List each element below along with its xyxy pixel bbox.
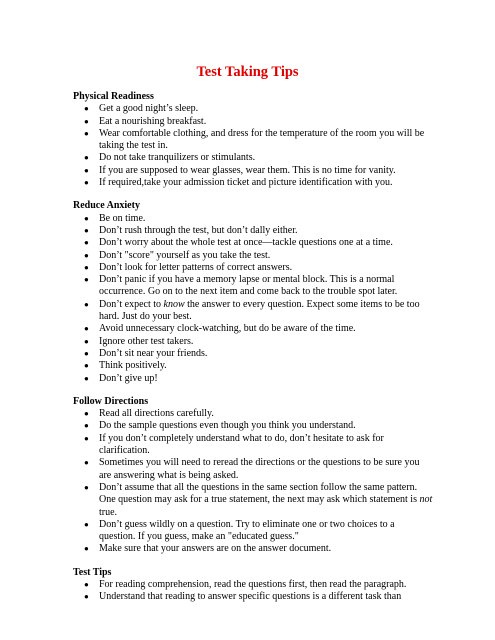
list-item: ● Don’t give up! bbox=[84, 372, 158, 384]
bullet-list bbox=[73, 579, 433, 604]
section-physical-readiness bbox=[73, 91, 433, 189]
bullet-icon: ● bbox=[84, 348, 89, 358]
section-test-tips bbox=[73, 567, 433, 604]
list-item: ● Don’t guess wildly on a question. Try to eliminate one or two choices to a question. If you guess, make an "educated guess." bbox=[84, 518, 395, 543]
list-item: ● Sometimes you will need to reread the directions or the questions to be sure you are answering what is being asked. bbox=[84, 457, 420, 481]
list-item: ● Understand that reading to answer specific questions is a different task than bbox=[84, 591, 402, 603]
list-item: ● Don’t panic if you have a memory lapse or mental block. This is a normal occurrence. Go on to the next item and come back to the trouble spot later. bbox=[84, 274, 398, 298]
bullet-icon: ● bbox=[84, 165, 89, 175]
bullet-icon: ● bbox=[84, 458, 89, 468]
bullet-icon: ● bbox=[84, 592, 89, 602]
list-item: ● Don’t worry about the whole test at once—tackle questions one at a time. bbox=[84, 237, 393, 249]
list-item: ● Don’t look for letter patterns of correct answers. bbox=[84, 261, 293, 273]
bullet-icon: ● bbox=[84, 299, 89, 309]
list-item: ● Don’t sit near your friends. bbox=[84, 347, 208, 359]
section-heading: Follow Directions bbox=[73, 395, 149, 407]
list-item: ● Don’t "score" yourself as you take the test. bbox=[84, 249, 271, 261]
bullet-icon: ● bbox=[84, 519, 89, 529]
list-item: ● Avoid unnecessary clock-watching, but do be aware of the time. bbox=[84, 323, 356, 335]
bullet-icon: ● bbox=[84, 361, 89, 371]
bullet-icon: ● bbox=[84, 544, 89, 554]
bullet-icon: ● bbox=[84, 225, 89, 235]
list-item: ● Wear comfortable clothing, and dress for the temperature of the room you will be taking the test in. bbox=[84, 127, 425, 152]
bullet-icon: ● bbox=[84, 579, 89, 589]
list-item: ● Think positively. bbox=[84, 360, 167, 372]
bullet-icon: ● bbox=[84, 409, 89, 419]
list-item: ● Don’t assume that all the questions in the same section follow the same pattern. One question may ask for a true statement, the next may ask which statement is not true. bbox=[84, 481, 433, 518]
bullet-icon: ● bbox=[84, 213, 89, 223]
bullet-icon: ● bbox=[84, 433, 89, 443]
section-follow-directions bbox=[73, 396, 433, 556]
bullet-icon: ● bbox=[84, 421, 89, 431]
bullet-icon: ● bbox=[84, 262, 89, 272]
section-heading: Physical Readiness bbox=[73, 91, 154, 102]
list-item: ● Be on time. bbox=[84, 212, 146, 224]
emphasis-text: not bbox=[419, 494, 433, 506]
bullet-list bbox=[73, 213, 433, 385]
bullet-icon: ● bbox=[84, 373, 89, 383]
list-item: ● For reading comprehension, read the questions first, then read the paragraph. bbox=[84, 578, 407, 590]
section-reduce-anxiety bbox=[73, 200, 433, 384]
bullet-icon: ● bbox=[84, 178, 89, 188]
list-item: ● Don’t rush through the test, but don’t dally either. bbox=[84, 224, 298, 236]
bullet-icon: ● bbox=[84, 482, 89, 492]
list-item: ● Do the sample questions even though you think you understand. bbox=[84, 420, 356, 432]
page-title: Test Taking Tips bbox=[196, 64, 299, 80]
bullet-list bbox=[73, 408, 433, 556]
bullet-icon: ● bbox=[84, 116, 89, 126]
list-item: ● Make sure that your answers are on the answer document. bbox=[84, 543, 332, 555]
bullet-icon: ● bbox=[84, 275, 89, 285]
list-item: ● Read all directions carefully. bbox=[84, 408, 214, 420]
bullet-icon: ● bbox=[84, 250, 89, 260]
bullet-icon: ● bbox=[84, 104, 89, 114]
bullet-icon: ● bbox=[84, 238, 89, 248]
list-item: ● Don’t expect to know the answer to every question. Expect some items to be too hard. Just do your best. bbox=[84, 298, 420, 323]
document-body bbox=[73, 91, 433, 604]
bullet-icon: ● bbox=[84, 324, 89, 334]
bullet-icon: ● bbox=[84, 336, 89, 346]
list-item: ● If you don’t completely understand what to do, don’t hesitate to ask for clarification. bbox=[84, 432, 384, 457]
list-item: ● Get a good night’s sleep. bbox=[84, 103, 199, 115]
list-item: ● Ignore other test takers. bbox=[84, 335, 194, 347]
bullet-icon: ● bbox=[84, 153, 89, 163]
section-heading: Test Tips bbox=[73, 566, 112, 578]
list-item: ● If you are supposed to wear glasses, wear them. This is no time for vanity. bbox=[84, 164, 396, 176]
section-heading: Reduce Anxiety bbox=[73, 200, 140, 212]
list-item: ● If required,take your admission ticket and picture identification with you. bbox=[84, 177, 393, 189]
emphasis-text: know bbox=[163, 298, 185, 310]
bullet-list bbox=[73, 103, 433, 189]
list-item: ● Do not take tranquilizers or stimulants. bbox=[84, 152, 256, 164]
list-item: ● Eat a nourishing breakfast. bbox=[84, 115, 207, 127]
bullet-icon: ● bbox=[84, 128, 89, 138]
